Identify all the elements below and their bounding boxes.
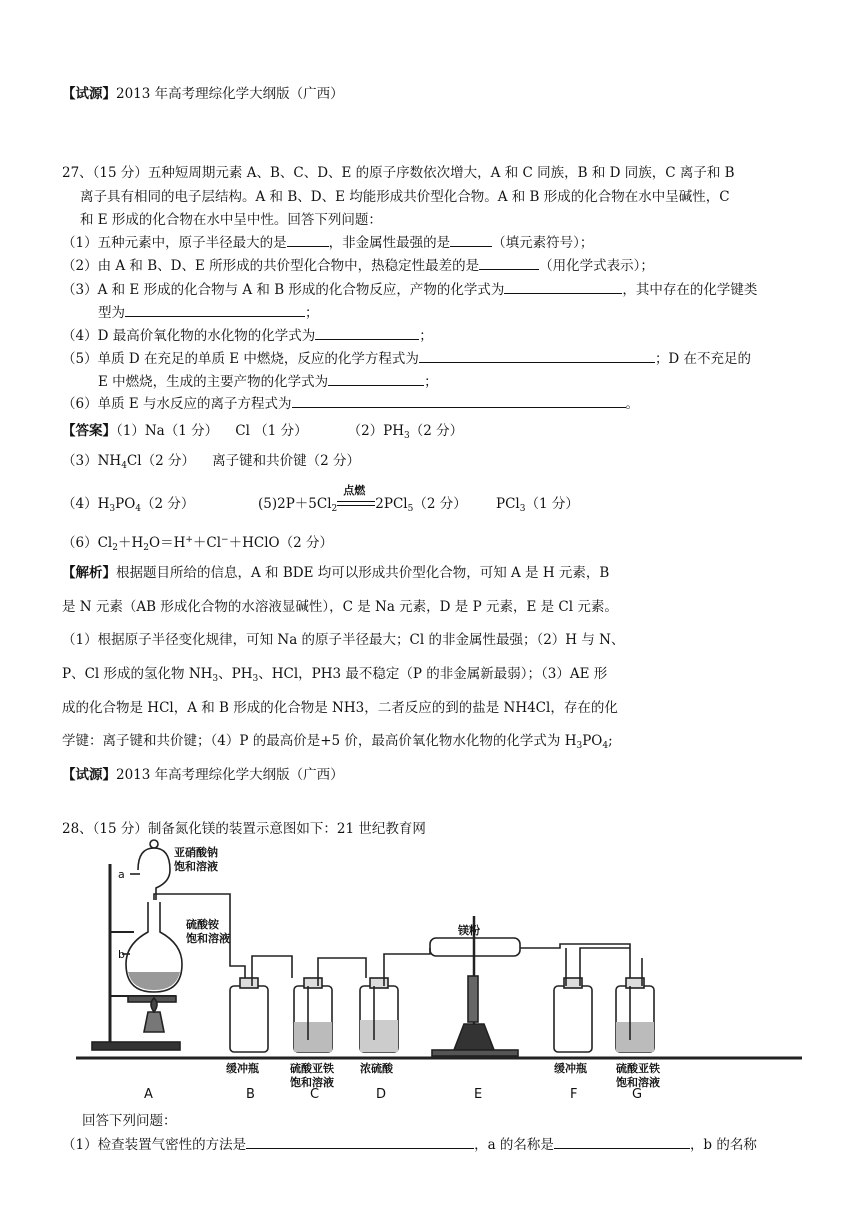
q27-p3-text4: ； bbox=[305, 305, 319, 321]
burner-e bbox=[454, 1024, 494, 1050]
q27-p1-text: （1）五种元素中，原子半径最大的是 bbox=[62, 235, 287, 251]
reaction-condition: 点燃 bbox=[343, 483, 366, 497]
apparatus-letter-g: G bbox=[632, 1087, 643, 1102]
label-a: a bbox=[118, 868, 125, 881]
analysis-line-3: （1）根据原子半径变化规律，可知 Na 的原子半径最大；Cl 的非金属性最强；（2）H 与 N、 bbox=[62, 632, 625, 648]
reagent-sodium-nitrite: 亚硝酸钠 bbox=[174, 846, 218, 859]
analysis-line-1 bbox=[62, 563, 609, 583]
source-text: 2013 年高考理综化学大纲版（广西） bbox=[116, 86, 344, 102]
q27-p3-text3: 型为 bbox=[98, 305, 125, 321]
q27-p2-text2: （用化学式表示）； bbox=[539, 258, 654, 274]
q27-p3-text: （3）A 和 E 形成的化合物与 A 和 B 形成的化合物反应，产物的化学式为 bbox=[62, 282, 505, 298]
analysis-tag: 【解析】 bbox=[62, 565, 116, 581]
q27-p5-text4: ； bbox=[424, 374, 438, 390]
apparatus-letter-b: B bbox=[246, 1087, 255, 1102]
answer-tag: 【答案】 bbox=[62, 423, 116, 439]
q27-part-2 bbox=[62, 256, 654, 276]
source-line-2 bbox=[62, 765, 344, 785]
q27-p1-text2: ，非金属性最强的是 bbox=[328, 235, 451, 251]
caption-c-2: 饱和溶液 bbox=[290, 1076, 334, 1089]
answer-5-extra: PCl$_3$（1 分） bbox=[496, 496, 579, 514]
alcohol-lamp bbox=[144, 1012, 164, 1032]
caption-b: 缓冲瓶 bbox=[226, 1062, 259, 1075]
analysis-line-2: 是 N 元素（AB 形成化合物的水溶液显碱性），C 是 Na 元素，D 是 P 元素，E 是 Cl 元素。 bbox=[62, 599, 618, 615]
q27-p5-text3: E 中燃烧，生成的主要产物的化学式为 bbox=[98, 374, 329, 390]
label-b: b bbox=[118, 948, 125, 961]
bottle-f bbox=[554, 986, 592, 1052]
q27-part-5 bbox=[62, 349, 751, 369]
apparatus-letter-e: E bbox=[474, 1087, 483, 1102]
separatory-funnel bbox=[138, 848, 170, 900]
apparatus-letter-d: D bbox=[376, 1087, 387, 1102]
answer-blank[interactable] bbox=[504, 281, 622, 294]
q27-p3-text2: ，其中存在的化学键类 bbox=[622, 282, 758, 298]
answer-1: （1）Na（1 分） Cl （1 分） bbox=[116, 423, 308, 439]
reagent-sodium-nitrite-2: 饱和溶液 bbox=[174, 860, 218, 873]
q27-part-4 bbox=[62, 326, 433, 346]
caption-d: 浓硫酸 bbox=[360, 1062, 393, 1075]
answer-5: $(5)2P+5Cl_2$ 点燃 2PCl$_5$（2 分） bbox=[258, 494, 467, 519]
answer-blank[interactable] bbox=[479, 257, 539, 270]
q28-prompt: 回答下列问题： bbox=[82, 1113, 177, 1129]
reaction-arrow bbox=[337, 483, 375, 512]
answer-blank[interactable] bbox=[554, 1136, 690, 1149]
reagent-ammonium-sulfate: 硫酸铵 bbox=[186, 918, 219, 931]
answer-line-3 bbox=[62, 451, 360, 476]
caption-f: 缓冲瓶 bbox=[554, 1062, 587, 1075]
answer-blank[interactable] bbox=[287, 234, 329, 247]
q28-p1-text2: ，a 的名称是 bbox=[474, 1137, 554, 1153]
source-line-1 bbox=[62, 84, 344, 104]
answer-6: $(6)Cl_2+H_2O=H^++Cl^-+HClO(2$ 分） bbox=[62, 535, 333, 553]
q27-p6-text2: 。 bbox=[625, 396, 640, 412]
analysis-line-6: 学键：离子键和共价键；（4）P 的最高价是+5 价，最高价氧化物水化物的化学式为 $H_3PO_4$; bbox=[62, 733, 613, 751]
apparatus-figure bbox=[70, 836, 810, 1108]
q27-p1-text3: （填元素符号）； bbox=[492, 235, 594, 251]
q27-p4-text2: ； bbox=[419, 328, 433, 344]
source-tag: 【试源】 bbox=[62, 767, 116, 783]
caption-g: 硫酸亚铁 bbox=[616, 1062, 660, 1075]
apparatus-letter-a: A bbox=[144, 1087, 153, 1102]
answer-blank[interactable] bbox=[125, 304, 305, 317]
answer-4: $(4)H_3PO_4(2$ 分） bbox=[62, 496, 195, 514]
apparatus-letter-f: F bbox=[570, 1087, 578, 1102]
answer-blank[interactable] bbox=[315, 327, 419, 340]
caption-g-2: 饱和溶液 bbox=[616, 1076, 660, 1089]
source-text: 2013 年高考理综化学大纲版（广西） bbox=[116, 767, 344, 783]
q28-part-1 bbox=[62, 1135, 757, 1155]
answer-blank[interactable] bbox=[292, 395, 626, 408]
q27-stem-2: 离子具有相同的电子层结构。A 和 B、D、E 均能形成共价型化合物。A 和 B 形成的化合物在水中呈碱性，C bbox=[80, 189, 730, 205]
answer-blank[interactable] bbox=[246, 1136, 474, 1149]
iron-stand-base bbox=[92, 1042, 180, 1050]
q27-stem-3: 和 E 形成的化合物在水中呈中性。回答下列问题： bbox=[80, 212, 382, 228]
analysis-line-4: P、Cl 形成的氢化物 $NH_3$、$PH_3$、HCl，PH3 最不稳定（P 的非金属新最弱）；（3）AE 形 bbox=[62, 666, 608, 684]
apparatus-letter-c: C bbox=[310, 1087, 320, 1102]
q27-stem-1: 27、（15 分）五种短周期元素 A、B、C、D、E 的原子序数依次增大，A 和 C 同族，B 和 D 同族，C 离子和 B bbox=[62, 165, 735, 181]
q27-p5-text: （5）单质 D 在充足的单质 E 中燃烧，反应的化学方程式为 bbox=[62, 351, 419, 367]
q28-p1-text3: ，b 的名称 bbox=[689, 1137, 757, 1153]
answer-blank[interactable] bbox=[419, 350, 655, 363]
answer-3-end: Cl（2 分） 离子键和共价键（2 分） bbox=[126, 453, 360, 469]
bottle-b bbox=[230, 986, 268, 1052]
q27-part-1 bbox=[62, 233, 593, 253]
answer-2: $(2)PH_3(2$ 分） bbox=[347, 423, 464, 441]
q28-p1-text: （1）检查装置气密性的方法是 bbox=[62, 1137, 247, 1153]
answer-blank[interactable] bbox=[328, 373, 424, 386]
q27-part-6 bbox=[62, 394, 639, 414]
q27-part-5-cont bbox=[98, 372, 438, 392]
q28-stem: 28、（15 分）制备氮化镁的装置示意图如下：21 世纪教育网 bbox=[62, 821, 426, 837]
q27-p2-text: （2）由 A 和 B、D、E 所形成的共价型化合物中，热稳定性最差的是 bbox=[62, 258, 480, 274]
answer-line-4-5 bbox=[62, 494, 194, 519]
answer-blank[interactable] bbox=[450, 234, 492, 247]
q27-p6-text: （6）单质 E 与水反应的离子方程式为 bbox=[62, 396, 292, 412]
answer-3-sub: 4 bbox=[121, 461, 127, 471]
analysis-line-5: 成的化合物是 HCl，A 和 B 形成的化合物是 NH3，二者反应的到的盐是 NH4Cl，存在的化 bbox=[62, 700, 618, 716]
q27-p5-text2: ；D 在不充足的 bbox=[654, 351, 752, 367]
q27-part-3 bbox=[62, 280, 757, 300]
caption-c: 硫酸亚铁 bbox=[290, 1062, 334, 1075]
answer-3-pre: （3）NH bbox=[62, 453, 122, 469]
reagent-magnesium: 镁粉 bbox=[458, 924, 480, 937]
reagent-ammonium-sulfate-2: 饱和溶液 bbox=[186, 932, 230, 945]
q27-p4-text: （4）D 最高价氧化物的水化物的化学式为 bbox=[62, 328, 316, 344]
source-tag: 【试源】 bbox=[62, 86, 116, 102]
answer-line-1 bbox=[62, 421, 463, 446]
q27-part-3-cont bbox=[98, 303, 319, 323]
analysis-text-1: 根据题目所给的信息，A 和 BDE 均可以形成共价型化合物，可知 A 是 H 元素，B bbox=[116, 565, 610, 581]
